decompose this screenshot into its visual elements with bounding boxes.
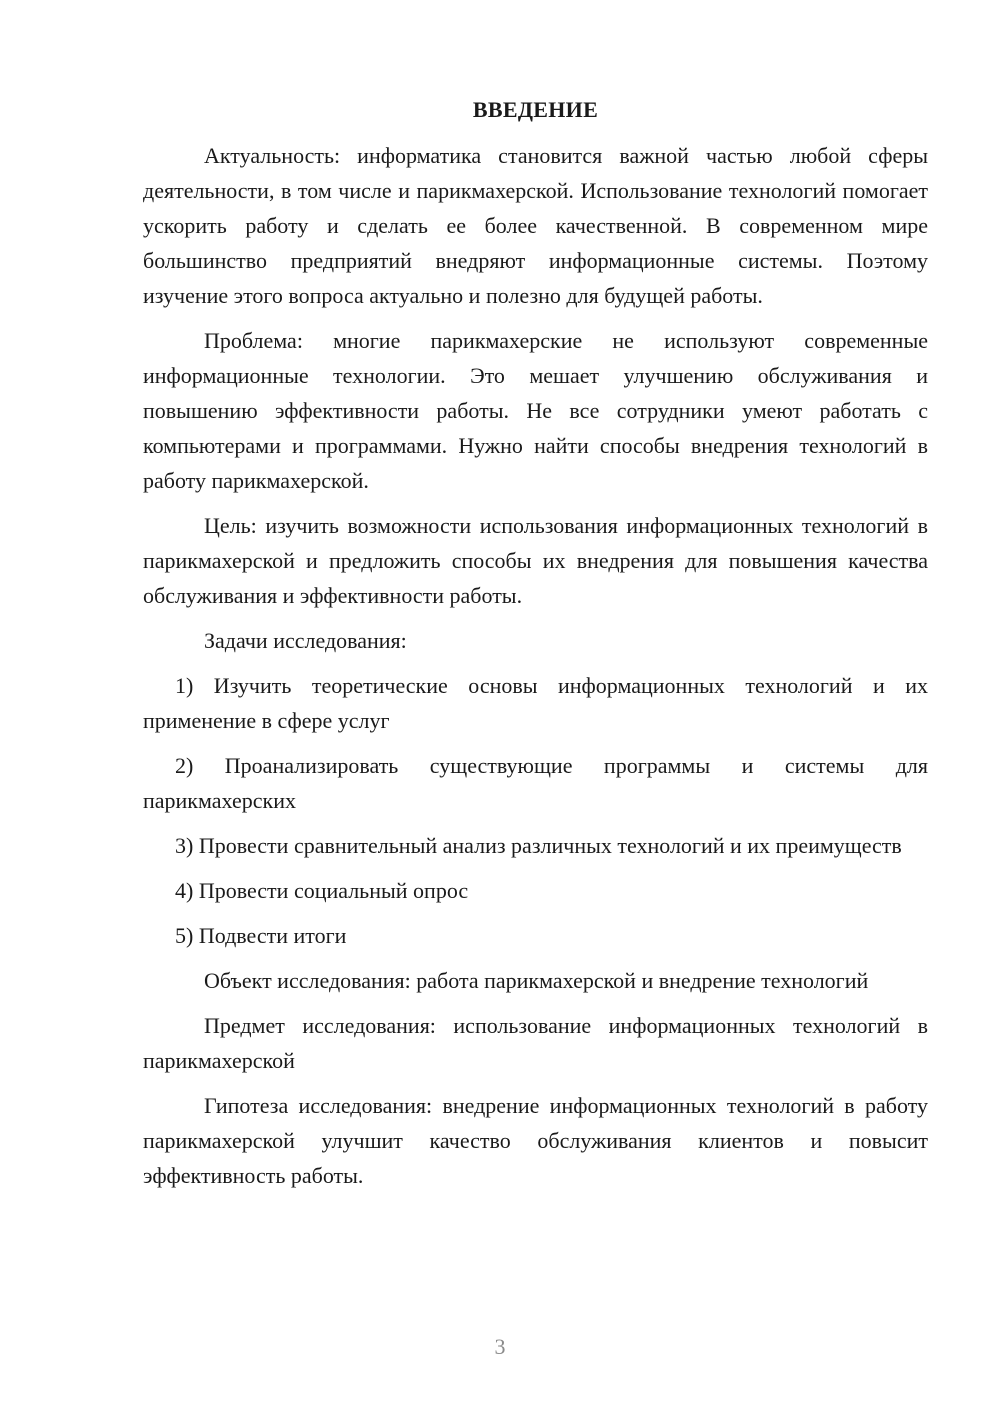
problem-paragraph: Проблема: многие парикмахерские не используют современные информационные технологии. Это мешает улучшению обслуживания и повышению эффективности работы. Не все сотрудники умеют работать с компьютерами и программами. Нужно найти способы внедрения технологий в работу парикмахерской. bbox=[143, 328, 928, 493]
task-item: 5) Подвести итоги bbox=[175, 923, 347, 948]
object-paragraph: Объект исследования: работа парикмахерской и внедрение технологий bbox=[204, 968, 869, 993]
page-title: ВВЕДЕНИЕ bbox=[472, 97, 599, 122]
tasks-heading: Задачи исследования: bbox=[204, 628, 407, 653]
task-item: 1) Изучить теоретические основы информационных технологий и их применение в сфере услуг bbox=[143, 673, 928, 733]
goal-paragraph: Цель: изучить возможности использования информационных технологий в парикмахерской и предложить способы их внедрения для повышения качества обслуживания и эффективности работы. bbox=[143, 513, 928, 608]
relevance-paragraph: Актуальность: информатика становится важной частью любой сферы деятельности, в том числе и парикмахерской. Использование технологий помогает ускорить работу и сделать ее более качественной. В современном мире большинство предприятий внедряют информационные системы. Поэтому изучение этого вопроса актуально и полезно для будущей работы. bbox=[143, 143, 928, 308]
task-item: 2) Проанализировать существующие программы и системы для парикмахерских bbox=[143, 753, 928, 813]
task-item: 3) Провести сравнительный анализ различных технологий и их преимуществ bbox=[175, 833, 902, 858]
page-number: 3 bbox=[494, 1334, 506, 1359]
document-page bbox=[143, 96, 928, 1203]
subject-paragraph: Предмет исследования: использование информационных технологий в парикмахерской bbox=[143, 1013, 928, 1073]
task-item: 4) Провести социальный опрос bbox=[175, 878, 469, 903]
hypothesis-paragraph: Гипотеза исследования: внедрение информационных технологий в работу парикмахерской улучшит качество обслуживания клиентов и повысит эффективность работы. bbox=[143, 1093, 928, 1188]
